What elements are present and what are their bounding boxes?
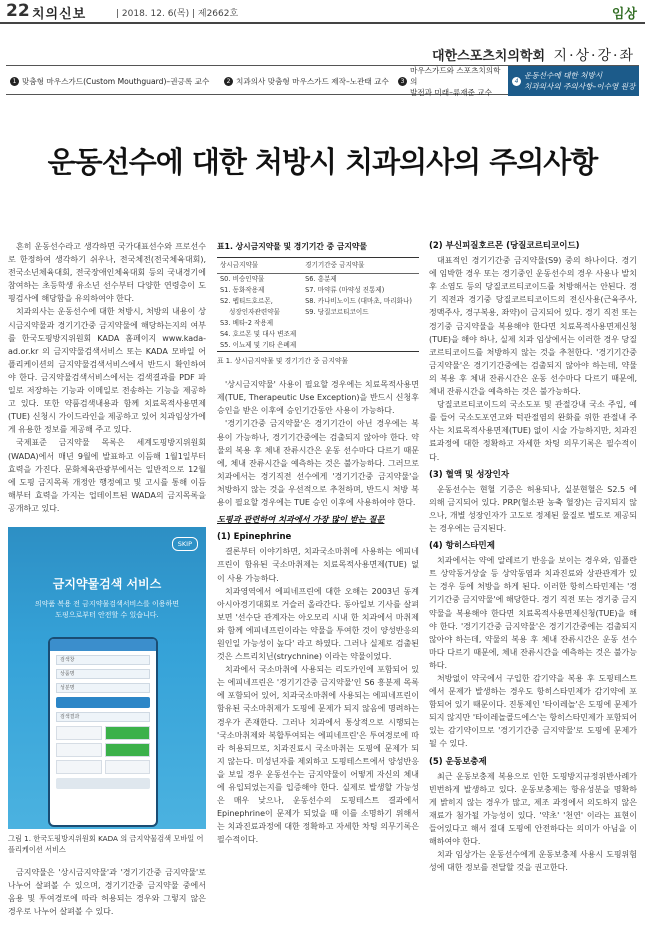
table-header-a: 상시금지약물 xyxy=(217,258,302,274)
phone-product-row: 상품명 xyxy=(56,669,150,679)
app-subtitle xyxy=(8,599,206,621)
col3-s2-para-2: 당질코르티코이드의 국소도포 및 관절강내 국소 주입, 예를 들어 국소도포연고와 턱관절염의 완화를 위한 관절내 주사는 치료목적사용면제(TUE) 없이 시술 가능하지만, 치과진료과정에 대한 정확하고 자세한 차팅 의무기록은 필수적이다. xyxy=(429,400,637,462)
faq-heading: 도핑과 관련하여 치과에서 가장 많이 받는 질문 xyxy=(217,514,385,525)
col1-para-2: 치과의사는 운동선수에 대한 처방시, 처방의 내용이 상시금지약물과 경기기간중 금지약물에 해당하는지의 여부를 한국도핑방지위원회 KADA 홈페이지 www.kada-ad.or.kr 의 금지약물검색서비스 또는 KADA 모바일 어플리케이션의 금지약물검색서비스에서 반드시 확인하여야 한다. 금지약물검색서비스에서는 검색결과를 PDF 파일로 저장하는 기능과 이메일로 전송하는 기능을 제공하고 있다. 또한 약품검색내용과 함께 치료목적사용면제(TUE) 신청시 가이드라인을 제공하고 있어 치과임상가에게 유용한 정보를 제공해 주고 있다. xyxy=(8,307,206,435)
series-item-text-4 xyxy=(524,70,635,92)
table-row xyxy=(217,296,419,307)
column-2 xyxy=(217,240,419,846)
phone-grid-cell xyxy=(56,726,102,740)
series-item-4 xyxy=(508,66,639,96)
drug-table xyxy=(217,257,419,352)
col1-bottom-text xyxy=(8,866,206,918)
series-item-4-line1: 운동선수에 대한 처방시 xyxy=(524,71,603,80)
table-cell xyxy=(302,329,419,340)
col3-s4-para-1: 치과에서는 약에 알레르기 반응을 보이는 경우와, 임플란트 상악동거상술 등 상악동염과 치과진료와 상관관계가 있는 경우 등에 처방을 하게 된다. 이러한 항히스타민제는 '경기기간중 금지약물'에 해당한다. 경기 직전 또는 경기중 금지약물을 복용해야 한다면 치료목적사용면제신청(TUE)을 해야 한다. '경기기간중 금지약물'은 경기기간중에는 검출되지 않아야 하는데, 약물의 복용 후 체내 잔류시간은 운동 선수마다 다르기 때문에, 체내 잔류시간을 예측하는 것은 불가능하다. xyxy=(429,556,638,670)
app-subtitle-line1: 의약품 복용 전 금지약물검색서비스를 이용하면 xyxy=(34,600,180,608)
series-label: 지·상·강·좌 xyxy=(553,48,635,64)
phone-grid-cell xyxy=(56,743,102,757)
table-row xyxy=(217,329,419,340)
app-title: 금지약물검색 서비스 xyxy=(52,577,162,591)
table-cell: S6. 흥분제 xyxy=(305,275,337,284)
col3-s2-para-1: 대표적인 경기기간중 금지약물(S9) 중의 하나이다. 경기에 임박한 경우 또는 경기중인 운동선수의 경우 사용나 발치 후 소염도 등의 당질코르티코이드를 처방해서는 안된다. 경기 직전과 경기중 당질코르티코이드의 전신사용(근육주사, 정맥주사, 경구복용, 좌약)이 금지되어 있다. 경기 직전 또는 경기중 금지약물을 복용해야 한다면 치료목적사용면제신청(TUE)을 해야 하나, 실제 치과 임상에서는 이러한 경우 당질코르티코이드를 처방하지 않는 것을 추천한다. '경기기간중 금지약물'은 경기기간중에는 검출되지 않아야 하는데, 약물의 복용 후 체내 잔류시간은 운동 선수마다 다르기 때문에, 체내 잔류시간을 예측하는 것은 불가능하다. xyxy=(429,256,637,397)
table-row xyxy=(217,274,419,286)
col3-s3-para-1: 운동선수는 현혈 기증은 허용되나, 실분현혈은 S2.5 에 의해 금지되어 있다. PRP(혈소판 농축 혈장)는 금지되지 않으나, 개별 성장인자가 고도로 정제된 물질로 별도로 제공되는 경우에는 금지된다. xyxy=(429,484,637,533)
series-item-3-line1: 마우스가드와 스포츠치의학의 xyxy=(410,65,501,86)
table-cell xyxy=(302,340,419,352)
table-cell: S4. 호르몬 및 대사 변조제 xyxy=(220,330,297,339)
phone-ingredient-row: 성분명 xyxy=(56,683,150,693)
app-screenshot-figure xyxy=(8,527,206,829)
col1-para-3: 국제표준 금지약물 목록은 세계도핑방지위원회(WADA)에서 매년 9월에 발표하고 이듬해 1월1일부터 효력을 가진다. 문화체육관광부에서는 일반적으로 12월에 도핑 금지목록 개정안 행정예고 및 고시를 통해 이듬해부터 효력을 가지는 업데이트된 WADA의 금지목록을 공개하고 있다. xyxy=(8,438,206,513)
phone-search-button xyxy=(56,697,150,708)
epinephrine-heading: (1) Epinephrine xyxy=(217,532,292,543)
phone-grid-cell xyxy=(56,760,102,774)
table-row xyxy=(217,318,419,329)
col2-para-5: 치과에서 국소마취에 사용되는 리도카인에 포함되어 있는 에피네프린은 '경기기간중 금지약물'인 S6 흥분제 목록에 포함되어 있어, 치과국소마취에 사용되는 에피네프린이 함유된 국소마취제가 도핑에 문제가 되지 않음에 명려하는 경우가 존재한다. 그러나 치과에서 통상적으로 시행되는 '국소마취제와 복합투여되는 에피네프린'은 투여경로에 따라 허용되므로, 치과진료시 국소마취는 도핑에 문제가 되지 않는다. 미성년자를 제외하고 도핑테스트에서 양성반응을 보일 경우 운동선수는 금지약물이 어떻게 자신의 체내에 유입되었는지를 입증해야 한다. 실제로 발생할 가능성은 매우 낮으나, 운동선수의 도핑테스트 결과에서 Epinephrine이 문제가 되었을 때 이를 소명하기 위해서는 치과진료과정에 대한 정확하고 자세한 차팅 의무기록은 필수적이다. xyxy=(217,665,419,845)
skip-button: SKIP xyxy=(172,537,198,551)
paper-name: 치의신보 xyxy=(32,7,87,22)
table-cell: S1. 동화작용제 xyxy=(220,286,265,295)
section-5-heading: (5) 운동보충제 xyxy=(429,756,487,767)
table-cell: S2. 펩티드호르몬, xyxy=(220,297,273,306)
series-item-1 xyxy=(6,66,218,96)
series-item-text-3 xyxy=(410,65,506,98)
col2-para-1: '상시금지약물' 사용이 필요할 경우에는 치료목적사용면제(TUE, Therapeutic Use Exception)을 반드시 신청후 승인을 받은 이후에 승인기간동안 사용이 가능하다. xyxy=(217,380,419,416)
headline: 운동선수에 대한 처방시 치과의사의 주의사항 xyxy=(47,145,598,179)
col1-bottom-para: 금지약물은 '상시금지약물'과 '경기기간중 금지약물'로 나누어 살펴볼 수 있으며, 경기기간중 금지약물 중에서 음용 및 투여경로에 따라 허용되는 경우와 그렇지 않은 경우로 나누어 살펴볼 수 있다. xyxy=(8,868,206,917)
col2-para-2: '경기기간중 금지약물'은 경기기간이 아닌 경우에는 복용이 가능하나, 경기기간중에는 검출되지 않아야 한다. 약물의 복용 후 체내 잔류시간은 운동 선수마다 다르기 때문에, 체내 잔류시간을 예측하는 것은 불가능하다. 그러므로 치과에서는 경기직전 선수에게 '경기기간중 금지약물'을 처방하지 않는 것을 우선적으로 추천하며, 반드시 처방 복용이 필요할 경우에는 TUE 승인 이후에 사용하여야 한다. xyxy=(217,419,419,508)
column-3 xyxy=(429,240,637,874)
series-item-2 xyxy=(220,66,392,96)
phone-result-grid xyxy=(56,726,150,774)
series-organization: 대한스포츠치의학회 xyxy=(431,49,546,64)
table-cell: S0. 비승인약물 xyxy=(220,275,265,284)
phone-mockup xyxy=(48,637,158,827)
col3-s5-para-1: 최근 운동보충제 복용으로 인한 도핑방지규정위반사례가 빈번하게 발생하고 있다. 운동보충제는 항유성분을 명확하게 밝히지 않는 경우가 많고, 제조 과정에서 의도하지 않은 재료가 첨가될 가능성이 있다. '약초' '천연' 이라는 표현이 들어있다고 해서 절대 도핑에 안전하다는 의미가 아님을 이해하여야 한다. xyxy=(429,771,637,847)
section-name: 임상 xyxy=(611,7,637,22)
series-item-3 xyxy=(394,66,506,96)
app-subtitle-line2: 도핑으로부터 안전할 수 있습니다. xyxy=(55,611,159,619)
phone-result-row: 검색결과 xyxy=(56,712,150,722)
table-cell: S5. 이뇨제 및 기타 은폐제 xyxy=(220,341,297,350)
col3-s4-para-2: 처방없이 약국에서 구입한 감기약을 복용 후 도핑테스트에서 문제가 발생하는 경우도 항히스타민제가 감기약에 포함되어 있기 때문이다. 진통제인 '타이레놀'은 도핑에 문제가 되지 않지만 '타이레놀콜드에스'는 항히스타민제가 포함되어 있는 감기약이므로 '경기기간중 금지약물'로 도핑에 문제가 될 수 있다. xyxy=(429,674,637,749)
col1-para-1: 흔히 운동선수라고 생각하면 국가대표선수와 프로선수로 한정하여 생각하기 쉬우나, 전국체전(전국체육대회), 전국소년체육대회, 전국장애인체육대회 등의 국내경기에 참여하는 초등학생 유소년 선수부터 다양한 연령층이 도핑검사에 해당함을 유의하여야 한다. xyxy=(8,242,206,304)
table-title: 표1. 상시금지약물 및 경기기간 중 금지약물 xyxy=(217,242,367,251)
phone-grid-cell-green xyxy=(105,726,151,740)
series-item-text-1: 맞춤형 마우스가드(Custom Mouthguard)–권긍록 교수 xyxy=(22,76,210,86)
series-num-1: 1 xyxy=(10,77,19,86)
section-4-heading: (4) 항히스타민제 xyxy=(429,541,495,552)
table-cell: 성장인자관련약물 xyxy=(229,308,280,317)
figure-caption: 그림 1. 한국도핑방지위원회 KADA 의 금지약물검색 모바일 어플리케이션 서비스 xyxy=(8,834,204,854)
table-cell: S7. 마약류 (마약성 진통제) xyxy=(305,286,385,295)
table-cell: S3. 베타-2 작용제 xyxy=(220,319,274,328)
table-cell xyxy=(302,318,419,329)
series-item-3-line2: 발전과 미래–류재준 교수 xyxy=(410,87,492,97)
phone-top-bar xyxy=(50,639,156,651)
table-header-b: 경기기간중 금지약물 xyxy=(302,258,419,274)
series-bar xyxy=(6,65,639,95)
series-item-4-line2: 치과의사의 주의사항–이수영 원장 xyxy=(524,82,636,91)
phone-grid-cell xyxy=(105,760,151,774)
phone-grid-cell-green xyxy=(105,743,151,757)
section-2-heading: (2) 부신피질호르몬 (당질코르티코이드) xyxy=(429,241,580,251)
col3-s5-para-2: 치과 임상가는 운동선수에게 운동보충제 사용시 도핑위험성에 대한 정보를 전달할 것을 권고한다. xyxy=(429,850,637,873)
column-1 xyxy=(8,240,206,515)
table-row xyxy=(217,285,419,296)
series-title xyxy=(432,45,635,65)
table-row xyxy=(217,307,419,318)
section-3-heading: (3) 혈액 및 성장인자 xyxy=(429,469,510,480)
issue-info: | 2018. 12. 6(목) | 제2662호 xyxy=(116,9,239,19)
phone-search-row: 검색창 xyxy=(56,655,150,665)
table-row xyxy=(217,340,419,352)
page-number: 22 xyxy=(6,1,30,21)
table-cell: S8. 카나비노이드 (대마초, 마리화나) xyxy=(305,297,412,306)
table-cell: S9. 당질코르티코이드 xyxy=(305,308,369,317)
col2-para-4: 치과영역에서 에피네프린에 대한 오해는 2003년 동계아시아경기대회로 거슬러 올라간다. 동아일보 기사를 살펴보면 '선수단 관계자는 아오모리 시내 한 치과에서 마취제와 함께 에피네프린이라는 약물을 투여한 것이 양성반응의 원인일 가능성이 높다' 라고 하였다. 그러나 실제로 검출된 것은 스트리치닌(strychnine) 이라는 약물이었다. xyxy=(217,586,419,662)
phone-pdf-button xyxy=(56,778,150,789)
col2-para-3: 결론부터 이야기하면, 치과국소마취에 사용하는 에피네프린이 함유된 국소마취제는 치료목적사용면제(TUE) 없이 사용 가능하다. xyxy=(217,547,419,583)
series-item-text-2: 치과의사 맞춤형 마우스가드 제작–노관태 교수 xyxy=(236,76,389,86)
series-num-4: 4 xyxy=(512,77,521,86)
series-num-3: 3 xyxy=(398,77,407,86)
table-caption: 표 1. 상시금지약물 및 경기기간 중 금지약물 xyxy=(217,357,349,366)
page-header xyxy=(0,0,645,24)
series-num-2: 2 xyxy=(224,77,233,86)
